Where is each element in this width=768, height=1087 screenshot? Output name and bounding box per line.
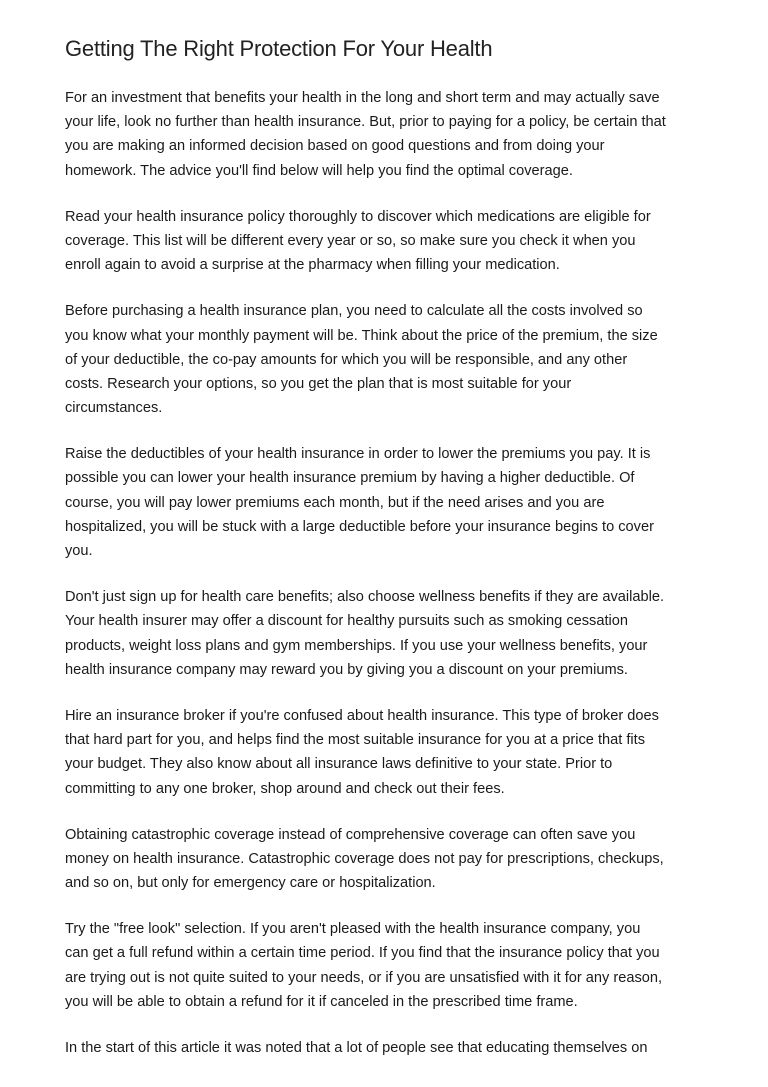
paragraph-1 (65, 86, 718, 183)
text-line: homework. The advice you'll find below will help you find the optimal coverage. (65, 162, 573, 179)
paragraph-9 (65, 1036, 718, 1060)
text-line: and so on, but only for emergency care or hospitalization. (65, 875, 436, 892)
paragraph-7 (65, 823, 718, 896)
text-line: you. (65, 543, 93, 559)
text-line: committing to any one broker, shop around and check out their fees. (65, 780, 505, 797)
text-line: that hard part for you, and helps find the most suitable insurance for you at a price that fits (65, 732, 646, 749)
text-line: Before purchasing a health insurance plan, you need to calculate all the costs involved so (65, 303, 643, 320)
text-line: Raise the deductibles of your health insurance in order to lower the premiums you pay. It is (65, 446, 651, 463)
text-line: money on health insurance. Catastrophic coverage does not pay for prescriptions, checkups, (65, 850, 664, 867)
text-line: circumstances. (65, 400, 163, 417)
text-line: you know what your monthly payment will be. Think about the price of the premium, the size (65, 327, 658, 344)
text-line: costs. Research your options, so you get the plan that is most suitable for your (65, 375, 572, 392)
text-line: Read your health insurance policy thoroughly to discover which medications are eligible for (65, 208, 651, 225)
paragraph-8 (65, 917, 718, 1014)
paragraph-4 (65, 442, 718, 563)
text-line: products, weight loss plans and gym memberships. If you use your wellness benefits, your (65, 637, 648, 654)
text-line: health insurance company may reward you by giving you a discount on your premiums. (65, 661, 628, 678)
text-line: can get a full refund within a certain time period. If you find that the insurance policy that you (65, 945, 660, 962)
text-line: coverage. This list will be different every year or so, so make sure you check it when you (65, 232, 636, 249)
paragraph-3 (65, 299, 718, 420)
text-line: Try the "free look" selection. If you aren't pleased with the health insurance company, you (65, 921, 641, 938)
text-line: are trying out is not quite suited to your needs, or if you are unsatisfied with it for any reason, (65, 969, 663, 986)
text-line: you are making an informed decision based on good questions and from doing your (65, 138, 605, 155)
text-line: Hire an insurance broker if you're confused about health insurance. This type of broker does (65, 707, 659, 724)
text-line: Don't just sign up for health care benefits; also choose wellness benefits if they are available. (65, 589, 665, 606)
text-line: of your deductible, the co-pay amounts for which you will be responsible, and any other (65, 351, 628, 368)
paragraph-2 (65, 205, 718, 278)
text-line: course, you will pay lower premiums each month, but if the need arises and you are (65, 494, 605, 511)
text-line: Your health insurer may offer a discount for healthy pursuits such as smoking cessation (65, 613, 628, 630)
text-line: you will be able to obtain a refund for it if canceled in the prescribed time frame. (65, 993, 578, 1010)
text-line: your life, look no further than health insurance. But, prior to paying for a policy, be certain that (65, 114, 666, 131)
text-line: hospitalized, you will be stuck with a large deductible before your insurance begins to cover (65, 518, 654, 535)
paragraph-5 (65, 585, 718, 682)
document-title: Getting The Right Protection For Your Health (65, 36, 493, 61)
text-line: Obtaining catastrophic coverage instead of comprehensive coverage can often save you (65, 826, 636, 843)
text-line: In the start of this article it was noted that a lot of people see that educating themselves on (65, 1040, 648, 1056)
paragraph-6 (65, 704, 718, 801)
text-line: For an investment that benefits your health in the long and short term and may actually save (65, 90, 660, 106)
text-line: your budget. They also know about all insurance laws definitive to your state. Prior to (65, 756, 613, 773)
text-line: enroll again to avoid a surprise at the pharmacy when filling your medication. (65, 257, 560, 274)
text-line: possible you can lower your health insurance premium by having a higher deductible. Of (65, 470, 635, 487)
